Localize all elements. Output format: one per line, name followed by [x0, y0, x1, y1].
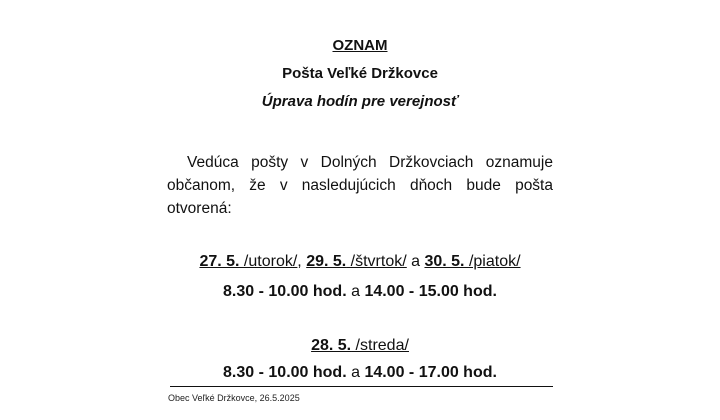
schedule-dates-2	[0, 337, 720, 355]
schedule-hours-1: 8.30 - 10.00 hod. a 14.00 - 15.00 hod.	[223, 283, 497, 300]
schedule-date: 30. 5. /piatok/	[424, 253, 521, 270]
footer-divider	[170, 386, 553, 387]
schedule-date: 27. 5. /utorok/	[199, 253, 298, 270]
notice-paragraph-text: Vedúca pošty v Dolných Držkovciach oznamuje občanom, že v nasledujúcich dňoch bude pošta otvorená:	[167, 154, 553, 217]
footer-signature: Obec Veľké Držkovce, 26.5.2025	[168, 393, 300, 403]
notice-paragraph	[167, 151, 553, 220]
notice-heading: OZNAM	[332, 37, 388, 54]
schedule-hours-2: 8.30 - 10.00 hod. a 14.00 - 17.00 hod.	[223, 364, 497, 381]
schedule-dates-1: 27. 5. /utorok/, 29. 5. /štvrtok/ a 30. 5. /piatok/	[199, 253, 521, 270]
post-office-name: Pošta Veľké Držkovce	[282, 65, 438, 82]
schedule-date: 29. 5. /štvrtok/	[306, 253, 407, 270]
notice-subject: Úprava hodín pre verejnosť	[261, 93, 459, 110]
schedule-date: 28. 5. /streda/	[311, 337, 409, 354]
